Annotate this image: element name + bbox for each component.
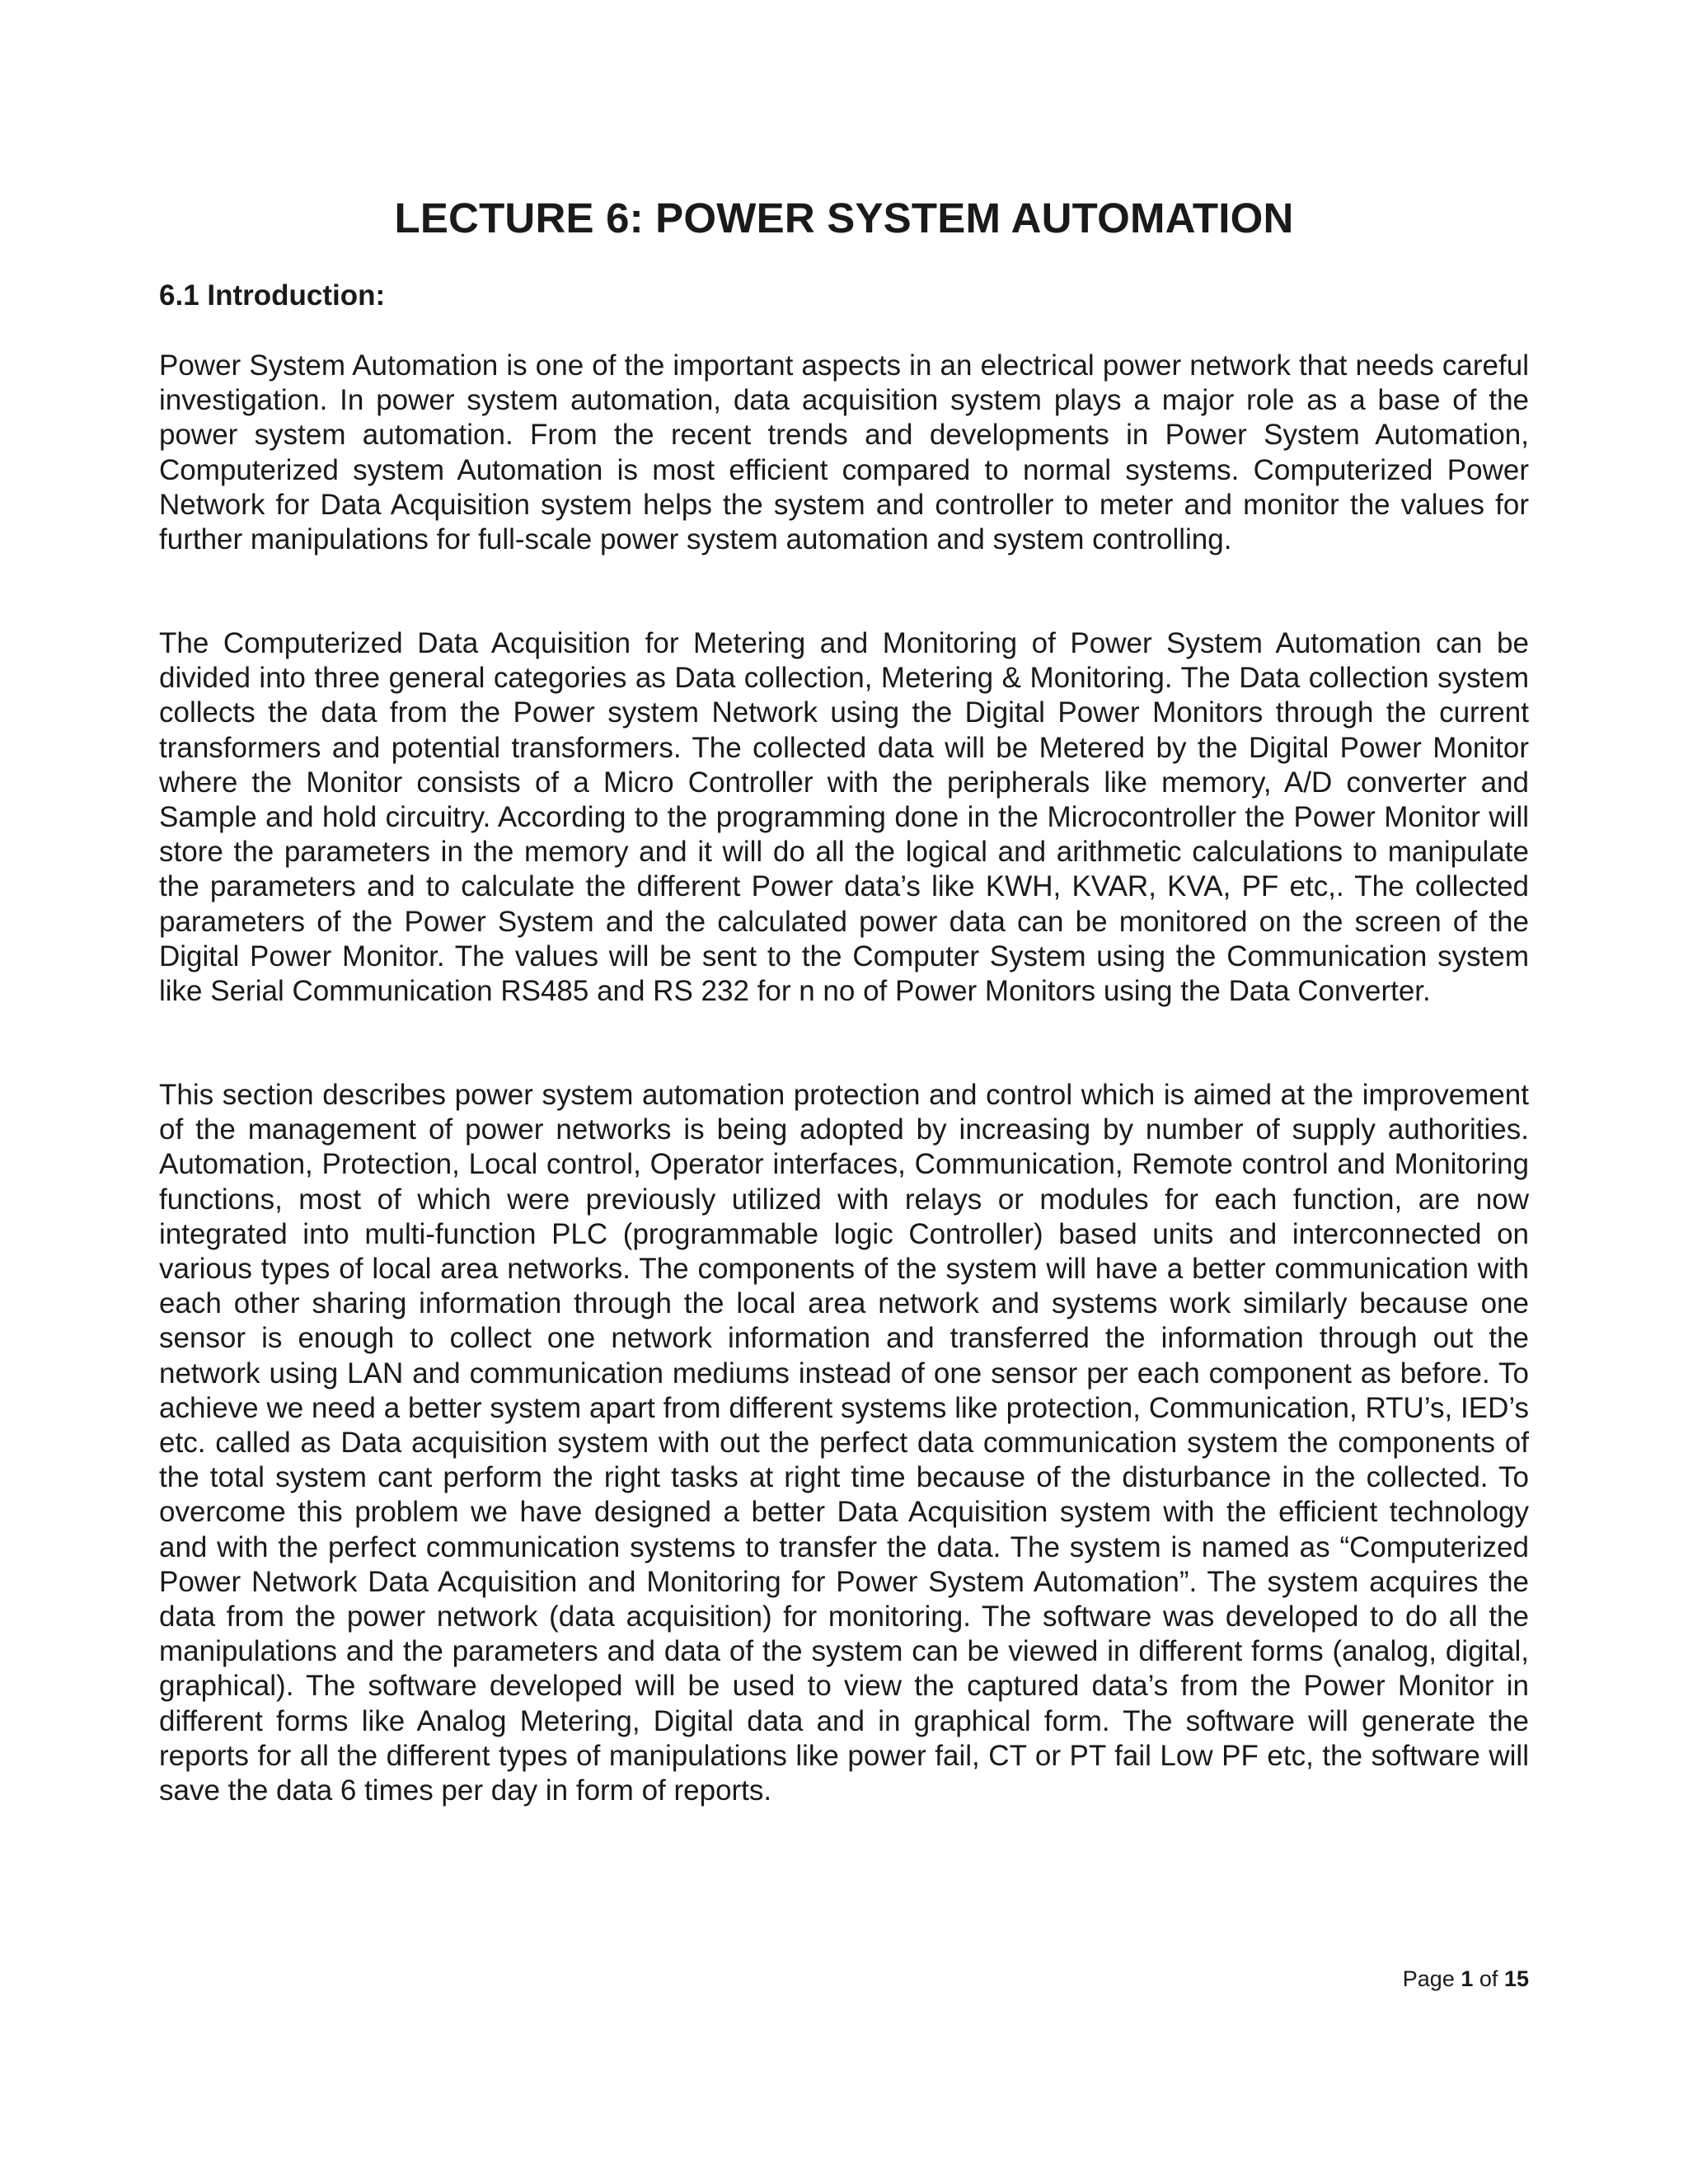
section-heading: 6.1 Introduction: (159, 279, 386, 312)
current-page-number: 1 (1461, 1966, 1474, 1991)
total-pages-number: 15 (1503, 1966, 1529, 1991)
paragraph-3: This section describes power system automation protection and control which is aimed at the improvement of the management of power networks is being adopted by increasing by number of supply authorities. Automation, Protection, Local control, Operator interfaces, Communication, Remote control and Monitoring functions, most of which were previously utilized with relays or modules for each function, are now integrated into multi-function PLC (programmable logic Controller) based units and interconnected on various types of local area networks. The components of the system will have a better communication with each other sharing information through the local area network and systems work similarly because one sensor is enough to collect one network information and transferred the information through out the network using LAN and communication mediums instead of one sensor per each component as before. To achieve we need a better system apart from different systems like protection, Communication, RTU’s, IED’s etc. called as Data acquisition system with out the perfect data communication system the components of the total system cant perform the right tasks at right time because of the disturbance in the collected. To overcome this problem we have designed a better Data Acquisition system with the efficient technology and with the perfect communication systems to transfer the data. The system is named as “Computerized Power Network Data Acquisition and Monitoring for Power System Automation”. The system acquires the data from the power network (data acquisition) for monitoring. The software was developed to do all the manipulations and the parameters and data of the system can be viewed in different forms (analog, digital, graphical). The software developed will be used to view the captured data’s from the Power Monitor in different forms like Analog Metering, Digital data and in graphical form. The software will generate the reports for all the different types of manipulations like power fail, CT or PT fail Low PF etc, the software will save the data 6 times per day in form of reports. (159, 1079, 1529, 1807)
paragraph-2: The Computerized Data Acquisition for Metering and Monitoring of Power System Automation can be divided into three general categories as Data collection, Metering & Monitoring. The Data collection system collects the data from the Power system Network using the Digital Power Monitors through the current transformers and potential transformers. The collected data will be Metered by the Digital Power Monitor where the Monitor consists of a Micro Controller with the peripherals like memory, A/D converter and Sample and hold circuitry. According to the programming done in the Microcontroller the Power Monitor will store the parameters in the memory and it will do all the logical and arithmetic calculations to manipulate the parameters and to calculate the different Power data’s like KWH, KVAR, KVA, PF etc,. The collected parameters of the Power System and the calculated power data can be monitored on the screen of the Digital Power Monitor. The values will be sent to the Computer System using the Communication system like Serial Communication RS485 and RS 232 for n no of Power Monitors using the Data Converter. (159, 627, 1529, 1008)
page-label: Page (1402, 1966, 1455, 1991)
of-label: of (1479, 1966, 1498, 1991)
paragraph-1: Power System Automation is one of the important aspects in an electrical power network that needs careful investigation. In power system automation, data acquisition system plays a major role as a base of the power system automation. From the recent trends and developments in Power System Automation, Computerized system Automation is most efficient compared to normal systems. Computerized Power Network for Data Acquisition system helps the system and controller to meter and monitor the values for further manipulations for full-scale power system automation and system controlling. (159, 349, 1529, 556)
page-number-footer (1403, 1965, 1529, 1993)
page-title: LECTURE 6: POWER SYSTEM AUTOMATION (394, 194, 1294, 241)
